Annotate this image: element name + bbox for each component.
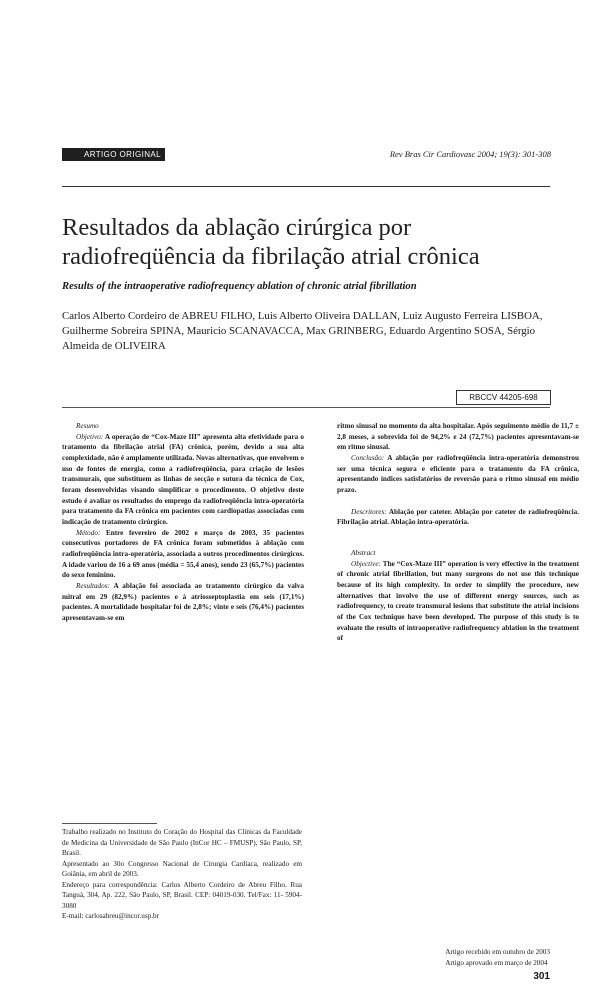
- page-number: 301: [533, 971, 550, 982]
- objetivo-text: A operação de “Cox-Maze III” apresenta alta efetividade para o tratamento da fibrilação atrial (FA) crônica, porém, devido a sua alta complexidade, não é amplamente utilizada. Novas alternativas, que envolvem o uso de fontes de energia, como a radiofreqüência, para criação de lesões transmurais, que substituem as linhas de secção e sutura da técnica de Cox, foram desenvolvidas visando simplificar o procedimento. O objetivo deste estudo é avaliar os resultados do emprego da radiofreqüência intra-operatória para tratamento da FA crônica em pacientes com cardiopatias associadas com indicação de tratamento cirúrgico.: [62, 432, 304, 526]
- metodo-label: Método:: [76, 528, 101, 537]
- received-date: Artigo recebido em outubro de 2003: [445, 948, 550, 956]
- resultados-text: A ablação foi associada ao tratamento cirúrgico da valva mitral em 29 (82,9%) pacientes e à atriosseptoplastia em seis (17,1%) pacientes. A mortalidade hospitalar foi de 2,8%; vinte e seis (76,4%) pacientes apresentavam-se em: [62, 581, 304, 622]
- header-divider: [62, 186, 550, 187]
- resumo-descritores: [337, 507, 579, 528]
- resumo-conclusao: [337, 453, 579, 496]
- resumo-heading: Resumo: [76, 422, 99, 430]
- title-line-1: Resultados da ablação cirúrgica por: [62, 214, 412, 241]
- resumo-resultados: [62, 581, 304, 624]
- abstract-heading: Abstract: [351, 549, 376, 557]
- objetivo-label: Objetivo:: [76, 432, 104, 441]
- resumo-objetivo: [62, 432, 304, 528]
- footnote-address: Endereço para correspondência: Carlos Alberto Cordeiro de Abreu Filho. Rua Tanguá, 304, Ap. 222, São Paulo, SP, Brasil. CEP: 04019-030. Tel/Fax: 11- 5904-3080: [62, 880, 302, 910]
- journal-reference: Rev Bras Cir Cardiovasc 2004; 19(3): 301-308: [389, 149, 551, 159]
- received-dates: [445, 947, 550, 968]
- footnote-presented: Apresentado ao 30o Congresso Nacional de Cirurgia Cardíaca, realizado em Goiânia, em abril de 2003.: [62, 859, 302, 878]
- section-tag: ARTIGO ORIGINAL: [62, 148, 165, 161]
- resumo-continuation: ritmo sinusal no momento da alta hospitalar. Após seguimento médio de 11,7 ± 2,8 meses, a sobrevida foi de 94,2% e 24 (72,7%) pacientes apresentavam-se em ritmo sinusal.: [337, 422, 579, 452]
- footnote-institution: Trabalho realizado no Instituto do Coração do Hospital das Clínicas da Faculdade de Medicina da Universidade de São Paulo (InCor HC – FMUSP), São Paulo, SP, Brasil.: [62, 828, 302, 857]
- resumo-metodo: [62, 528, 304, 581]
- descritores-label: Descritores:: [351, 507, 387, 516]
- title-line-2: radiofreqüência da fibrilação atrial crônica: [62, 243, 480, 270]
- objective-label: Objective:: [351, 559, 381, 568]
- article-title: [62, 213, 550, 271]
- metodo-text: Entre fevereiro de 2002 e março de 2003, 35 pacientes consecutivos portadores de FA crônica foram submetidos à ablação com radiofreqüência intra-operatória, associada a outros procedimentos cirúrgicos. A idade variou de 16 a 69 anos (média = 55,4 anos), sendo 23 (65,7%) pacientes do sexo feminino.: [62, 528, 305, 580]
- author-list: Carlos Alberto Cordeiro de ABREU FILHO, Luis Alberto Oliveira DALLAN, Luiz Augusto Ferreira LISBOA, Guilherme Sobreira SPINA, Mauricio SCANAVACCA, Max GRINBERG, Eduardo Argentino SOSA, Sérgio Almeida de OLIVEIRA: [62, 310, 543, 353]
- footnote-divider: [62, 823, 157, 824]
- conclusao-text: A ablação por radiofreqüência intra-operatória demonstrou ser uma técnica segura e eficiente para o tratamento da FA crônica, apresentando índices satisfatórios de reversão para o ritmo sinusal em médio prazo.: [337, 453, 579, 494]
- resultados-label: Resultados:: [76, 581, 110, 590]
- abstract-objective: [337, 559, 579, 644]
- objective-text: The “Cox-Maze III” operation is very effective in the treatment of chronic atrial fibrillation, but many surgeons do not use this technique because of its high complexity. In order to simplify the procedure, new alternatives that involve the use of different energy sources, such as radiofrequency, to create transmural lesions that substitute the atrial incisions of the Cox technique have been developed. The purpose of this study is to evaluate the results of intraoperative radiofrequency ablation in the treatment of: [337, 559, 579, 643]
- footnotes: [62, 827, 302, 922]
- resumo-column: [62, 421, 304, 623]
- abstract-column: [337, 548, 579, 644]
- descritores-text: Ablação por cateter. Ablação por cateter de radiofreqüência. Fibrilação atrial. Ablação intra-operatória.: [337, 507, 579, 527]
- resumo-continuation-column: [337, 421, 579, 528]
- conclusao-label: Conclusão:: [351, 453, 385, 462]
- article-code-box: RBCCV 44205-698: [456, 390, 551, 405]
- section-divider: [62, 407, 550, 408]
- article-subtitle: Results of the intraoperative radiofrequency ablation of chronic atrial fibrillation: [62, 281, 417, 292]
- footnote-email: E-mail: carlosabreu@incor.usp.br: [62, 912, 160, 920]
- approved-date: Artigo aprovado em março de 2004: [445, 958, 548, 967]
